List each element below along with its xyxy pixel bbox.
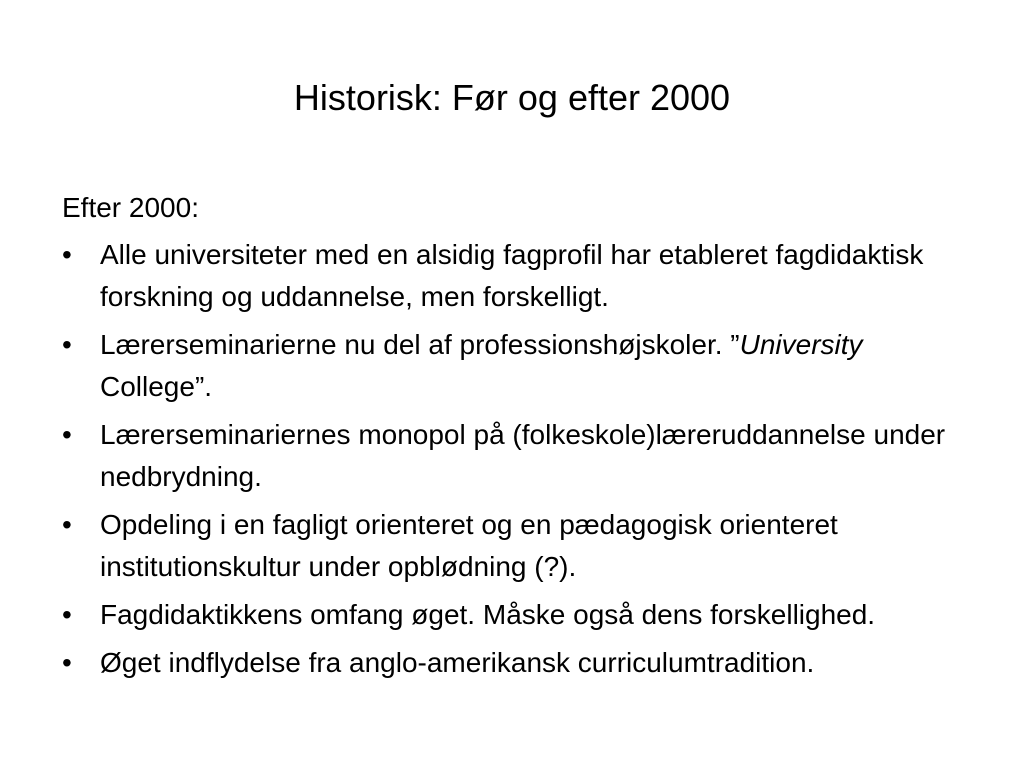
bullet-item (62, 504, 962, 588)
bullet-icon: • (62, 419, 72, 450)
bullet-item (62, 642, 962, 684)
bullet-text: Øget indflydelse fra anglo-amerikansk curriculumtradition. (100, 647, 815, 678)
bullet-text: Alle universiteter med en alsidig fagprofil har etableret fagdidaktisk forskning og uddannelse, men forskelligt. (100, 239, 924, 312)
bullet-item (62, 324, 962, 408)
bullet-text-after: College”. (100, 371, 213, 402)
bullet-item (62, 594, 962, 636)
bullet-list (62, 234, 962, 690)
bullet-icon: • (62, 509, 72, 540)
bullet-icon: • (62, 599, 72, 630)
bullet-text-italic: University (739, 329, 863, 360)
bullet-icon: • (62, 239, 72, 270)
slide-title: Historisk: Før og efter 2000 (293, 77, 731, 118)
bullet-text (100, 329, 863, 402)
bullet-text: Fagdidaktikkens omfang øget. Måske også dens forskellighed. (100, 599, 876, 630)
bullet-icon: • (62, 329, 72, 360)
bullet-text-before: Lærerseminarierne nu del af professionshøjskoler. ” (100, 329, 740, 360)
bullet-text: Lærerseminariernes monopol på (folkeskole)læreruddannelse under nedbrydning. (100, 419, 946, 492)
bullet-text: Opdeling i en fagligt orienteret og en pædagogisk orienteret institutionskultur under opblødning (?). (100, 509, 838, 582)
bullet-icon: • (62, 647, 72, 678)
bullet-item (62, 234, 962, 318)
subheading: Efter 2000: (62, 192, 199, 223)
bullet-item (62, 414, 962, 498)
